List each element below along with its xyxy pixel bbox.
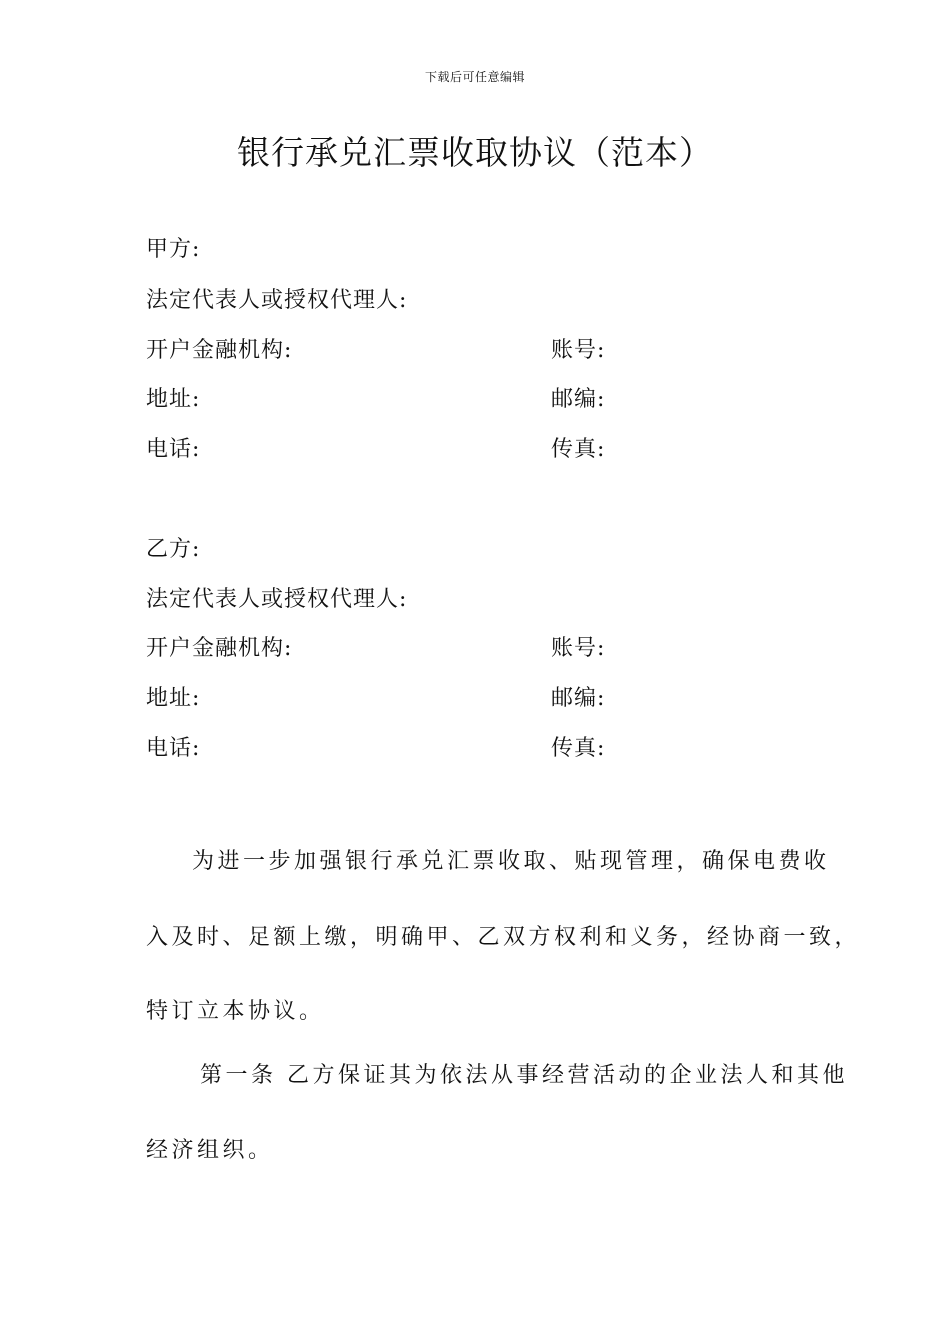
- party-a-address-label: 地址:: [146, 387, 201, 412]
- page-header-note: 下载后可任意编辑: [424, 70, 525, 84]
- article-1-line-2: 经济组织。: [146, 1138, 274, 1163]
- party-a-phone-label: 电话:: [146, 437, 201, 462]
- party-b-bank-label: 开户金融机构:: [146, 636, 293, 661]
- party-a-bank-label: 开户金融机构:: [146, 338, 293, 363]
- party-a-label: 甲方:: [146, 237, 201, 262]
- party-b-account-label: 账号:: [551, 636, 606, 661]
- intro-paragraph-line-3: 特订立本协议。: [146, 999, 325, 1024]
- party-b-address-label: 地址:: [146, 686, 201, 711]
- party-a-account-label: 账号:: [551, 338, 606, 363]
- intro-paragraph-line-1: 为进一步加强银行承兑汇票收取、贴现管理，确保电费收: [192, 849, 830, 874]
- party-b-representative-label: 法定代表人或授权代理人:: [146, 587, 408, 612]
- document-title: 银行承兑汇票收取协议（范本）: [237, 133, 713, 172]
- article-1-line-1: 第一条 乙方保证其为依法从事经营活动的企业法人和其他: [200, 1063, 848, 1088]
- party-b-phone-label: 电话:: [146, 736, 201, 761]
- party-b-fax-label: 传真:: [551, 736, 606, 761]
- party-b-postcode-label: 邮编:: [551, 686, 606, 711]
- party-a-representative-label: 法定代表人或授权代理人:: [146, 288, 408, 313]
- party-a-fax-label: 传真:: [551, 437, 606, 462]
- party-b-label: 乙方:: [146, 537, 201, 562]
- intro-paragraph-line-2: 入及时、足额上缴，明确甲、乙双方权利和义务，经协商一致，: [146, 925, 861, 950]
- party-a-postcode-label: 邮编:: [551, 387, 606, 412]
